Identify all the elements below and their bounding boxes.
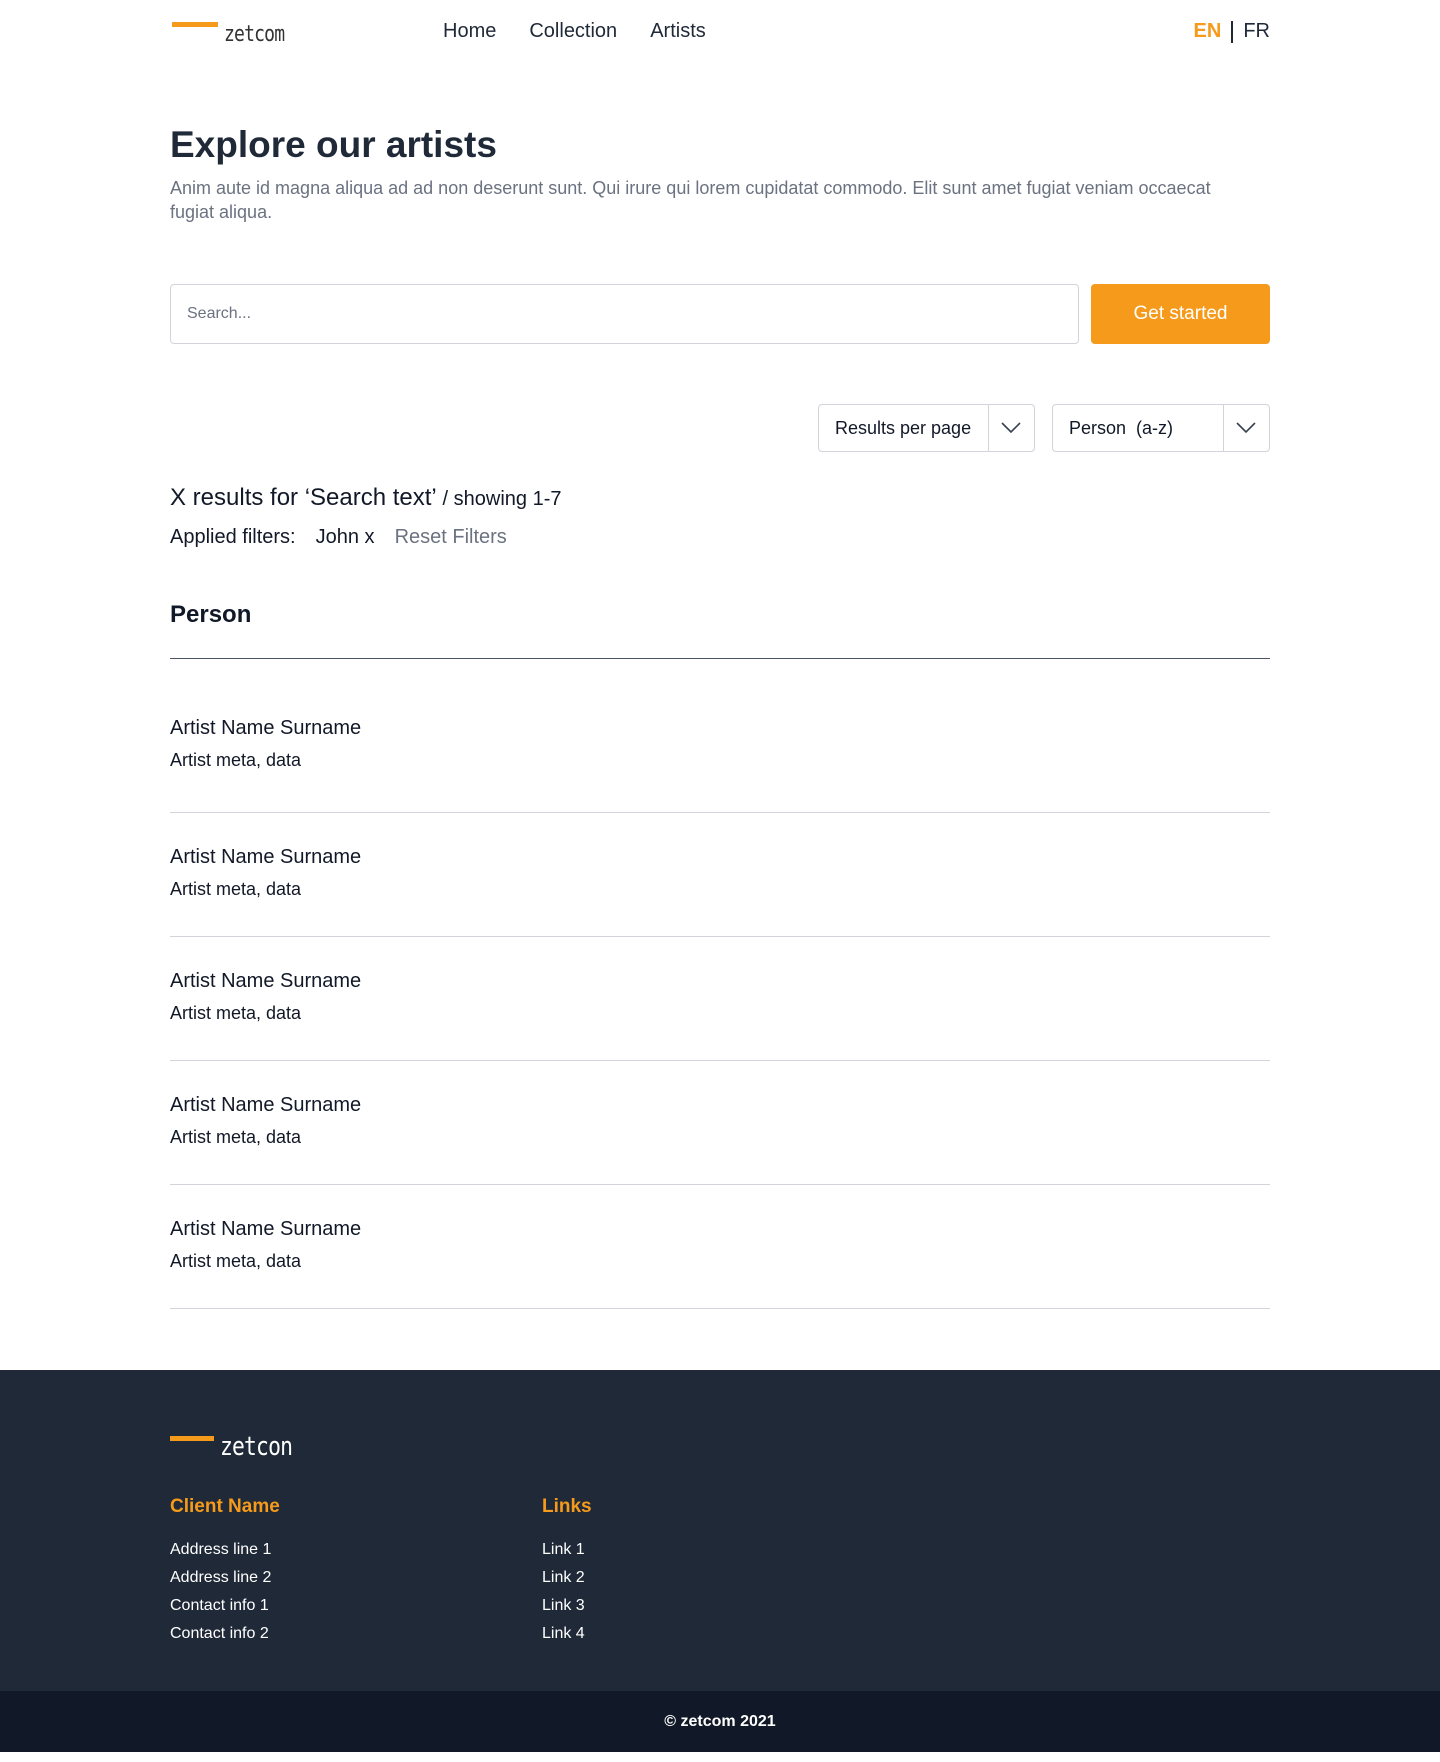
reset-filters-link[interactable]: Reset Filters xyxy=(394,526,507,548)
list-item[interactable] xyxy=(170,813,1270,937)
footer-links-title: Links xyxy=(542,1496,592,1517)
footer-links-column xyxy=(542,1496,592,1648)
artist-meta: Artist meta, data xyxy=(170,750,302,770)
footer-logo-bar xyxy=(170,1436,214,1441)
lang-fr[interactable]: FR xyxy=(1243,20,1270,42)
list-item[interactable] xyxy=(170,937,1270,1061)
footer-contact-info: Contact info 1 xyxy=(170,1597,269,1614)
artist-name[interactable]: Artist Name Surname xyxy=(170,717,362,739)
filter-chip[interactable]: John x xyxy=(315,526,375,548)
nav-artists[interactable]: Artists xyxy=(650,20,706,42)
footer-link[interactable]: Link 3 xyxy=(542,1597,585,1614)
artist-name[interactable]: Artist Name Surname xyxy=(170,970,362,992)
language-switcher xyxy=(1194,20,1270,43)
section-title: Person xyxy=(170,601,252,628)
footer-link[interactable]: Link 2 xyxy=(542,1569,585,1586)
footer-link[interactable]: Link 1 xyxy=(542,1541,585,1558)
artist-list xyxy=(170,689,1270,1309)
list-item[interactable] xyxy=(170,689,1270,813)
page-title: Explore our artists xyxy=(170,124,497,165)
results-count: X results for ‘Search text’ xyxy=(170,484,436,511)
site-footer xyxy=(0,1370,1440,1691)
footer-logo-text: zetcon xyxy=(220,1432,293,1462)
artist-name[interactable]: Artist Name Surname xyxy=(170,1094,362,1116)
nav-home[interactable]: Home xyxy=(443,20,497,42)
footer-logo[interactable] xyxy=(170,1432,310,1466)
artist-meta: Artist meta, data xyxy=(170,879,302,899)
result-controls xyxy=(170,404,1270,452)
get-started-button[interactable]: Get started xyxy=(1091,284,1270,344)
page-description: Anim aute id magna aliqua ad ad non deserunt sunt. Qui irure qui lorem cupidatat commodo. Elit sunt amet fugiat veniam occaecat fugiat aliqua. xyxy=(170,178,1211,222)
applied-filters-label: Applied filters: xyxy=(170,526,296,548)
lang-en[interactable]: EN xyxy=(1193,20,1222,42)
logo[interactable] xyxy=(172,20,292,46)
artist-name[interactable]: Artist Name Surname xyxy=(170,846,362,868)
list-item[interactable] xyxy=(170,1185,1270,1309)
results-range: / showing 1-7 xyxy=(442,488,562,510)
main-nav xyxy=(443,20,706,43)
footer-address-line: Address line 2 xyxy=(170,1569,272,1586)
results-per-page-label: Results per page xyxy=(835,417,972,438)
logo-bar xyxy=(172,22,218,27)
footer-contact-info: Contact info 2 xyxy=(170,1625,269,1642)
artist-meta: Artist meta, data xyxy=(170,1127,302,1147)
nav-collection[interactable]: Collection xyxy=(529,20,618,42)
results-summary xyxy=(170,484,1270,512)
search-input[interactable] xyxy=(170,284,1079,344)
artist-meta: Artist meta, data xyxy=(170,1003,302,1023)
list-item[interactable] xyxy=(170,1061,1270,1185)
chevron-down-icon[interactable] xyxy=(988,405,1035,451)
artist-name[interactable]: Artist Name Surname xyxy=(170,1218,362,1240)
footer-client-column xyxy=(170,1496,280,1648)
results-per-page-select[interactable] xyxy=(818,404,1035,452)
lang-divider xyxy=(1231,21,1233,43)
chevron-down-icon[interactable] xyxy=(1223,405,1270,451)
search-bar xyxy=(170,284,1270,344)
footer-address-line: Address line 1 xyxy=(170,1541,272,1558)
sort-select[interactable] xyxy=(1052,404,1270,452)
footer-client-title: Client Name xyxy=(170,1496,280,1517)
sort-label: Person (a-z) xyxy=(1069,417,1174,438)
section-divider xyxy=(170,658,1270,659)
site-header xyxy=(170,0,1270,64)
applied-filters xyxy=(170,526,1270,549)
footer-link[interactable]: Link 4 xyxy=(542,1625,585,1642)
artist-meta: Artist meta, data xyxy=(170,1251,302,1271)
copyright-text: © zetcom 2021 xyxy=(664,1712,776,1730)
copyright-bar xyxy=(0,1691,1440,1752)
logo-text: zetcom xyxy=(224,22,285,47)
